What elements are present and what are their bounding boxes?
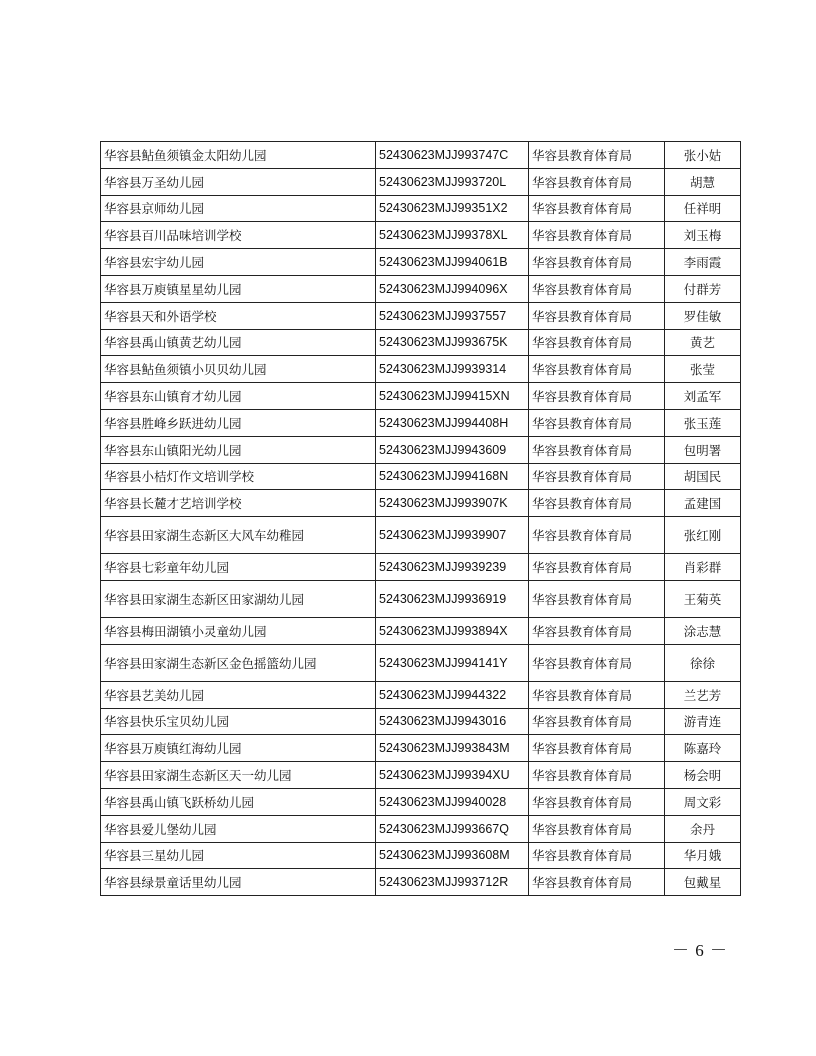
school-name-cell: 华容县长麓才艺培训学校: [101, 490, 376, 517]
contact-person-cell: 张莹: [665, 356, 741, 383]
table-row: [101, 195, 741, 222]
credit-code-cell: 52430623MJJ9937557: [376, 302, 529, 329]
department-cell: 华容县教育体育局: [529, 517, 665, 554]
contact-person-cell: 张小姑: [665, 142, 741, 169]
department-cell: 华容县教育体育局: [529, 869, 665, 896]
department-cell: 华容县教育体育局: [529, 708, 665, 735]
school-name-cell: 华容县万庾镇红海幼儿园: [101, 735, 376, 762]
table-row: [101, 554, 741, 581]
department-cell: 华容县教育体育局: [529, 168, 665, 195]
department-cell: 华容县教育体育局: [529, 195, 665, 222]
credit-code-cell: 52430623MJJ9939239: [376, 554, 529, 581]
school-name-cell: 华容县百川品味培训学校: [101, 222, 376, 249]
department-cell: 华容县教育体育局: [529, 356, 665, 383]
credit-code-cell: 52430623MJJ993747C: [376, 142, 529, 169]
credit-code-cell: 52430623MJJ994168N: [376, 463, 529, 490]
table-row: [101, 815, 741, 842]
department-cell: 华容县教育体育局: [529, 275, 665, 302]
table-row: [101, 644, 741, 681]
department-cell: 华容县教育体育局: [529, 554, 665, 581]
table-row: [101, 436, 741, 463]
table-row: [101, 762, 741, 789]
table-row: [101, 329, 741, 356]
table-row: [101, 383, 741, 410]
credit-code-cell: 52430623MJJ9939907: [376, 517, 529, 554]
contact-person-cell: 付群芳: [665, 275, 741, 302]
contact-person-cell: 肖彩群: [665, 554, 741, 581]
table-row: [101, 681, 741, 708]
table-row: [101, 409, 741, 436]
credit-code-cell: 52430623MJJ9944322: [376, 681, 529, 708]
table-row: [101, 275, 741, 302]
school-name-cell: 华容县梅田湖镇小灵童幼儿园: [101, 617, 376, 644]
department-cell: 华容县教育体育局: [529, 842, 665, 869]
department-cell: 华容县教育体育局: [529, 302, 665, 329]
table-row: [101, 869, 741, 896]
school-name-cell: 华容县田家湖生态新区大风车幼稚园: [101, 517, 376, 554]
school-name-cell: 华容县万庾镇星星幼儿园: [101, 275, 376, 302]
department-cell: 华容县教育体育局: [529, 142, 665, 169]
department-cell: 华容县教育体育局: [529, 762, 665, 789]
school-name-cell: 华容县田家湖生态新区金色摇篮幼儿园: [101, 644, 376, 681]
contact-person-cell: 刘孟军: [665, 383, 741, 410]
school-name-cell: 华容县快乐宝贝幼儿园: [101, 708, 376, 735]
contact-person-cell: 张红刚: [665, 517, 741, 554]
school-name-cell: 华容县田家湖生态新区田家湖幼儿园: [101, 580, 376, 617]
contact-person-cell: 华月娥: [665, 842, 741, 869]
credit-code-cell: 52430623MJJ993608M: [376, 842, 529, 869]
credit-code-cell: 52430623MJJ993907K: [376, 490, 529, 517]
credit-code-cell: 52430623MJJ99351X2: [376, 195, 529, 222]
department-cell: 华容县教育体育局: [529, 617, 665, 644]
contact-person-cell: 徐徐: [665, 644, 741, 681]
credit-code-cell: 52430623MJJ9936919: [376, 580, 529, 617]
credit-code-cell: 52430623MJJ993894X: [376, 617, 529, 644]
school-name-cell: 华容县艺美幼儿园: [101, 681, 376, 708]
table-body: [101, 142, 741, 896]
contact-person-cell: 刘玉梅: [665, 222, 741, 249]
registry-table: [100, 141, 741, 896]
school-name-cell: 华容县绿景童话里幼儿园: [101, 869, 376, 896]
department-cell: 华容县教育体育局: [529, 788, 665, 815]
credit-code-cell: 52430623MJJ993712R: [376, 869, 529, 896]
contact-person-cell: 胡国民: [665, 463, 741, 490]
department-cell: 华容县教育体育局: [529, 815, 665, 842]
credit-code-cell: 52430623MJJ99378XL: [376, 222, 529, 249]
department-cell: 华容县教育体育局: [529, 436, 665, 463]
department-cell: 华容县教育体育局: [529, 383, 665, 410]
contact-person-cell: 杨会明: [665, 762, 741, 789]
school-name-cell: 华容县鲇鱼须镇小贝贝幼儿园: [101, 356, 376, 383]
department-cell: 华容县教育体育局: [529, 463, 665, 490]
contact-person-cell: 涂志慧: [665, 617, 741, 644]
table-row: [101, 517, 741, 554]
school-name-cell: 华容县京师幼儿园: [101, 195, 376, 222]
school-name-cell: 华容县爱儿堡幼儿园: [101, 815, 376, 842]
contact-person-cell: 王菊英: [665, 580, 741, 617]
school-name-cell: 华容县万圣幼儿园: [101, 168, 376, 195]
contact-person-cell: 余丹: [665, 815, 741, 842]
contact-person-cell: 包戴星: [665, 869, 741, 896]
table-row: [101, 842, 741, 869]
department-cell: 华容县教育体育局: [529, 490, 665, 517]
credit-code-cell: 52430623MJJ99415XN: [376, 383, 529, 410]
department-cell: 华容县教育体育局: [529, 681, 665, 708]
contact-person-cell: 李雨霞: [665, 249, 741, 276]
school-name-cell: 华容县三星幼儿园: [101, 842, 376, 869]
department-cell: 华容县教育体育局: [529, 580, 665, 617]
credit-code-cell: 52430623MJJ9939314: [376, 356, 529, 383]
department-cell: 华容县教育体育局: [529, 222, 665, 249]
department-cell: 华容县教育体育局: [529, 409, 665, 436]
contact-person-cell: 张玉莲: [665, 409, 741, 436]
school-name-cell: 华容县七彩童年幼儿园: [101, 554, 376, 581]
table-row: [101, 788, 741, 815]
table-row: [101, 490, 741, 517]
school-name-cell: 华容县田家湖生态新区天一幼儿园: [101, 762, 376, 789]
table-row: [101, 463, 741, 490]
contact-person-cell: 包明署: [665, 436, 741, 463]
contact-person-cell: 胡慧: [665, 168, 741, 195]
table-row: [101, 249, 741, 276]
credit-code-cell: 52430623MJJ9943609: [376, 436, 529, 463]
contact-person-cell: 兰艺芳: [665, 681, 741, 708]
contact-person-cell: 游青连: [665, 708, 741, 735]
table-row: [101, 617, 741, 644]
table-row: [101, 302, 741, 329]
credit-code-cell: 52430623MJJ9940028: [376, 788, 529, 815]
table-row: [101, 168, 741, 195]
school-name-cell: 华容县禹山镇黄艺幼儿园: [101, 329, 376, 356]
page-number: － 6 －: [672, 941, 728, 960]
credit-code-cell: 52430623MJJ993843M: [376, 735, 529, 762]
table-row: [101, 708, 741, 735]
credit-code-cell: 52430623MJJ993667Q: [376, 815, 529, 842]
credit-code-cell: 52430623MJJ99394XU: [376, 762, 529, 789]
school-name-cell: 华容县禹山镇飞跃桥幼儿园: [101, 788, 376, 815]
contact-person-cell: 周文彩: [665, 788, 741, 815]
credit-code-cell: 52430623MJJ9943016: [376, 708, 529, 735]
contact-person-cell: 黄艺: [665, 329, 741, 356]
school-name-cell: 华容县天和外语学校: [101, 302, 376, 329]
table-row: [101, 735, 741, 762]
school-name-cell: 华容县东山镇阳光幼儿园: [101, 436, 376, 463]
credit-code-cell: 52430623MJJ993675K: [376, 329, 529, 356]
contact-person-cell: 孟建国: [665, 490, 741, 517]
contact-person-cell: 任祥明: [665, 195, 741, 222]
table-row: [101, 222, 741, 249]
department-cell: 华容县教育体育局: [529, 735, 665, 762]
table-row: [101, 580, 741, 617]
department-cell: 华容县教育体育局: [529, 644, 665, 681]
credit-code-cell: 52430623MJJ994408H: [376, 409, 529, 436]
school-name-cell: 华容县小桔灯作文培训学校: [101, 463, 376, 490]
credit-code-cell: 52430623MJJ994096X: [376, 275, 529, 302]
department-cell: 华容县教育体育局: [529, 249, 665, 276]
credit-code-cell: 52430623MJJ994061B: [376, 249, 529, 276]
department-cell: 华容县教育体育局: [529, 329, 665, 356]
credit-code-cell: 52430623MJJ993720L: [376, 168, 529, 195]
table-row: [101, 142, 741, 169]
table-row: [101, 356, 741, 383]
school-name-cell: 华容县宏宇幼儿园: [101, 249, 376, 276]
contact-person-cell: 陈嘉玲: [665, 735, 741, 762]
contact-person-cell: 罗佳敏: [665, 302, 741, 329]
credit-code-cell: 52430623MJJ994141Y: [376, 644, 529, 681]
school-name-cell: 华容县东山镇育才幼儿园: [101, 383, 376, 410]
school-name-cell: 华容县胜峰乡跃进幼儿园: [101, 409, 376, 436]
school-name-cell: 华容县鲇鱼须镇金太阳幼儿园: [101, 142, 376, 169]
